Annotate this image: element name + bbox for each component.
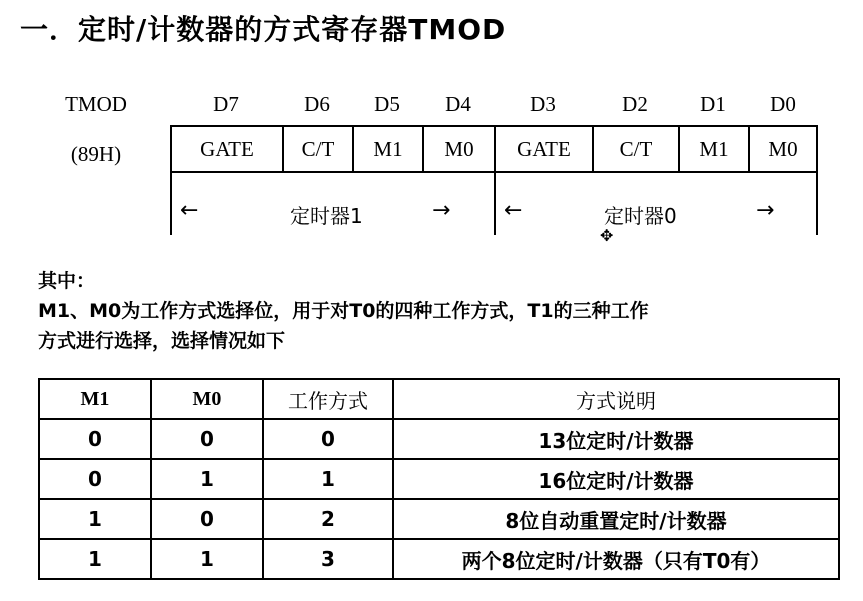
notes-line: M1、M0为工作方式选择位，用于对T0的四种工作方式，T1的三种工作 (38, 300, 649, 322)
field-ct-t0: C/T (592, 125, 678, 173)
cell-description: 13位定时/计数器 (393, 419, 839, 459)
group-label-timer0: 定时器0 (604, 204, 677, 228)
left-arrow-icon: ← (504, 198, 523, 223)
column-header: M0 (151, 379, 263, 419)
cell-m0: 0 (151, 499, 263, 539)
bit-label: D1 (700, 92, 726, 116)
cell-mode: 1 (263, 459, 393, 499)
right-arrow-icon: → (432, 198, 451, 223)
table-row (39, 499, 839, 539)
move-cursor-icon: ✥ (600, 226, 614, 245)
bit-label: D5 (374, 92, 400, 116)
cell-m0: 0 (151, 419, 263, 459)
cell-m0: 1 (151, 459, 263, 499)
cell-mode: 0 (263, 419, 393, 459)
column-header: 工作方式 (263, 379, 393, 419)
bit-label: D0 (770, 92, 796, 116)
cell-description: 两个8位定时/计数器（只有T0有） (393, 539, 839, 579)
mode-table (38, 378, 840, 580)
bit-label: D4 (445, 92, 471, 116)
field-m0-t1: M0 (422, 125, 494, 173)
cell-m1: 1 (39, 539, 151, 579)
table-row (39, 539, 839, 579)
notes-heading: 其中： (38, 270, 96, 292)
notes-line: 方式进行选择，选择情况如下 (38, 330, 286, 352)
bit-label: D6 (304, 92, 330, 116)
cell-description: 8位自动重置定时/计数器 (393, 499, 839, 539)
field-m1-t1: M1 (352, 125, 422, 173)
cell-m0: 1 (151, 539, 263, 579)
cell-description: 16位定时/计数器 (393, 459, 839, 499)
column-header: M1 (39, 379, 151, 419)
cell-m1: 1 (39, 499, 151, 539)
register-address: (89H) (70, 142, 122, 166)
group-divider (170, 171, 172, 235)
bit-label: D2 (622, 92, 648, 116)
bit-label: D3 (530, 92, 556, 116)
register-name: TMOD (65, 92, 127, 116)
group-divider (816, 171, 818, 235)
field-gate-t1: GATE (170, 125, 282, 173)
right-arrow-icon: → (756, 198, 775, 223)
cell-mode: 2 (263, 499, 393, 539)
field-m0-t0: M0 (748, 125, 818, 173)
field-ct-t1: C/T (282, 125, 352, 173)
cell-mode: 3 (263, 539, 393, 579)
left-arrow-icon: ← (180, 198, 199, 223)
table-row (39, 419, 839, 459)
field-gate-t0: GATE (494, 125, 592, 173)
group-label-timer1: 定时器1 (290, 204, 363, 228)
table-row (39, 459, 839, 499)
field-m1-t0: M1 (678, 125, 748, 173)
page-title: 一．定时/计数器的方式寄存器TMOD (20, 13, 507, 46)
bit-label: D7 (213, 92, 239, 116)
cell-m1: 0 (39, 459, 151, 499)
column-header: 方式说明 (393, 379, 839, 419)
group-divider (494, 171, 496, 235)
table-header-row (39, 379, 839, 419)
cell-m1: 0 (39, 419, 151, 459)
